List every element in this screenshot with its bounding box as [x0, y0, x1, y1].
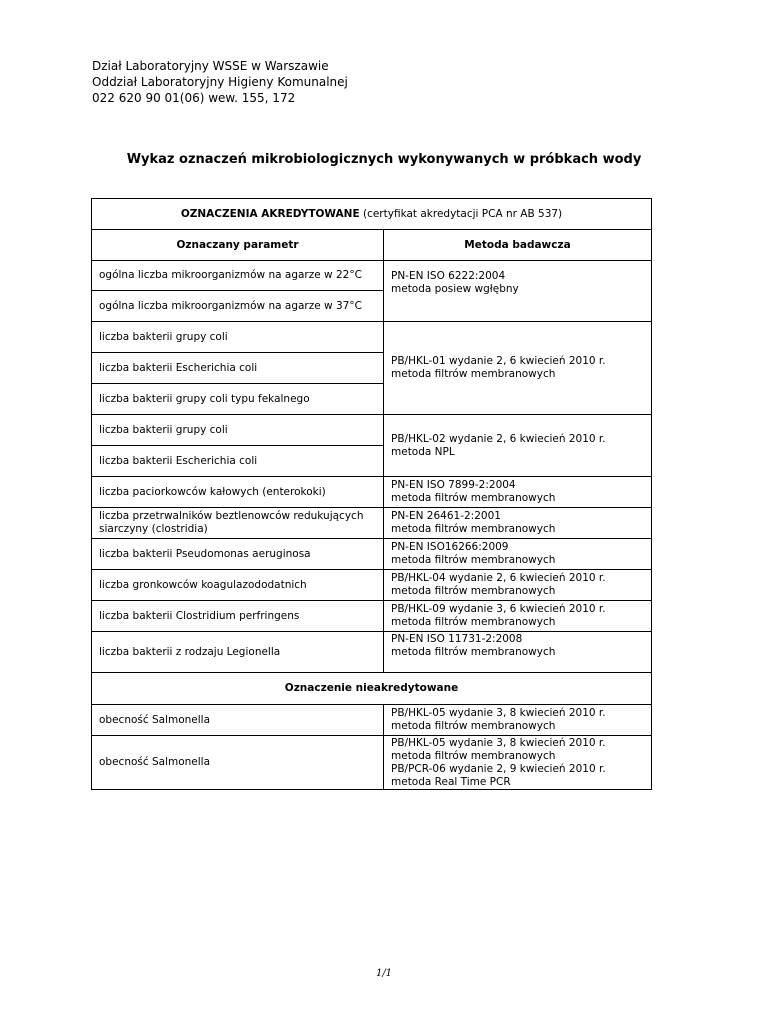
- table-row-parameter: obecność Salmonella: [92, 705, 384, 736]
- method-type: metoda filtrów membranowych: [391, 554, 556, 566]
- page-number: 1/1: [375, 968, 393, 979]
- table-row-parameter: liczba bakterii grupy coli typu fekalnego: [92, 384, 384, 415]
- method-standard: PB/HKL-01 wydanie 2, 6 kwiecień 2010 r.: [391, 355, 606, 367]
- table-row-parameter: liczba bakterii grupy coli: [92, 322, 384, 353]
- header-line-1: Dział Laboratoryjny WSSE w Warszawie: [92, 59, 329, 73]
- method-type: metoda NPL: [391, 445, 455, 458]
- method-standard: PB/HKL-05 wydanie 3, 8 kwiecień 2010 r.: [391, 707, 606, 719]
- method-type: metoda filtrów membranowych: [391, 720, 556, 732]
- table-row-parameter: ogólna liczba mikroorganizmów na agarze w 37°C: [92, 291, 384, 322]
- header-block: [92, 58, 348, 106]
- tests-table: [91, 198, 652, 790]
- table-row-parameter: liczba bakterii Escherichia coli: [92, 353, 384, 384]
- method-type: metoda filtrów membranowych: [391, 616, 556, 628]
- table-row-parameter: liczba bakterii z rodzaju Legionella: [92, 632, 384, 673]
- accredited-title: OZNACZENIA AKREDYTOWANE: [180, 207, 360, 220]
- table-row-parameter: obecność Salmonella: [92, 736, 384, 790]
- table-row-parameter: liczba gronkowców koagulazododatnich: [92, 570, 384, 601]
- column-header-parameter: Oznaczany parametr: [92, 230, 384, 261]
- method-standard: PN-EN 26461-2:2001: [391, 510, 501, 522]
- method-type: metoda filtrów membranowych: [391, 749, 556, 762]
- method-type: metoda filtrów membranowych: [391, 492, 556, 504]
- method-cell: [384, 736, 652, 790]
- header-line-2: Oddział Laboratoryjny Higieny Komunalnej: [92, 75, 348, 89]
- method-cell: [384, 261, 652, 322]
- header-line-3: 022 620 90 01(06) wew. 155, 172: [92, 91, 296, 105]
- table-row-parameter: liczba bakterii Escherichia coli: [92, 446, 384, 477]
- method-type: metoda Real Time PCR: [391, 775, 511, 788]
- method-cell: [384, 539, 652, 570]
- method-type: metoda filtrów membranowych: [391, 585, 556, 597]
- accredited-certificate: (certyfikat akredytacji PCA nr AB 537): [359, 207, 563, 220]
- method-type: metoda filtrów membranowych: [391, 523, 556, 535]
- method-cell: [384, 570, 652, 601]
- method-standard: PB/HKL-04 wydanie 2, 6 kwiecień 2010 r.: [391, 572, 606, 584]
- method-standard: PN-EN ISO 6222:2004: [391, 270, 506, 282]
- method-cell: [384, 477, 652, 508]
- table-row-parameter: liczba bakterii grupy coli: [92, 415, 384, 446]
- method-cell: [384, 601, 652, 632]
- method-cell: [384, 705, 652, 736]
- table-row-parameter: liczba paciorkowców kałowych (enterokoki): [92, 477, 384, 508]
- table-row-parameter: liczba przetrwalników beztlenowców redukujących siarczyny (clostridia): [92, 508, 384, 539]
- method-type: metoda filtrów membranowych: [391, 646, 556, 658]
- column-header-method: Metoda badawcza: [384, 230, 652, 261]
- nonaccredited-section-header: Oznaczenie nieakredytowane: [92, 673, 652, 705]
- method-standard: PN-EN ISO 7899-2:2004: [391, 479, 516, 491]
- accredited-section-header: [92, 199, 652, 230]
- table-row-parameter: liczba bakterii Clostridium perfringens: [92, 601, 384, 632]
- document-title: Wykaz oznaczeń mikrobiologicznych wykonywanych w próbkach wody: [126, 152, 642, 167]
- method-cell: [384, 632, 652, 673]
- table-row-parameter: ogólna liczba mikroorganizmów na agarze w 22°C: [92, 261, 384, 291]
- method-standard: PN-EN ISO16266:2009: [391, 541, 509, 553]
- method-standard: PN-EN ISO 11731-2:2008: [391, 633, 523, 645]
- table-row-parameter: liczba bakterii Pseudomonas aeruginosa: [92, 539, 384, 570]
- method-cell: [384, 508, 652, 539]
- method-type: metoda posiew wgłębny: [391, 283, 519, 295]
- method-standard: PB/HKL-05 wydanie 3, 8 kwiecień 2010 r.: [391, 736, 606, 749]
- method-standard: PB/PCR-06 wydanie 2, 9 kwiecień 2010 r.: [391, 762, 606, 775]
- method-type: metoda filtrów membranowych: [391, 368, 556, 380]
- method-standard: PB/HKL-02 wydanie 2, 6 kwiecień 2010 r.: [391, 432, 606, 445]
- method-cell: [384, 415, 652, 477]
- method-cell: [384, 322, 652, 415]
- method-standard: PB/HKL-09 wydanie 3, 6 kwiecień 2010 r.: [391, 603, 606, 615]
